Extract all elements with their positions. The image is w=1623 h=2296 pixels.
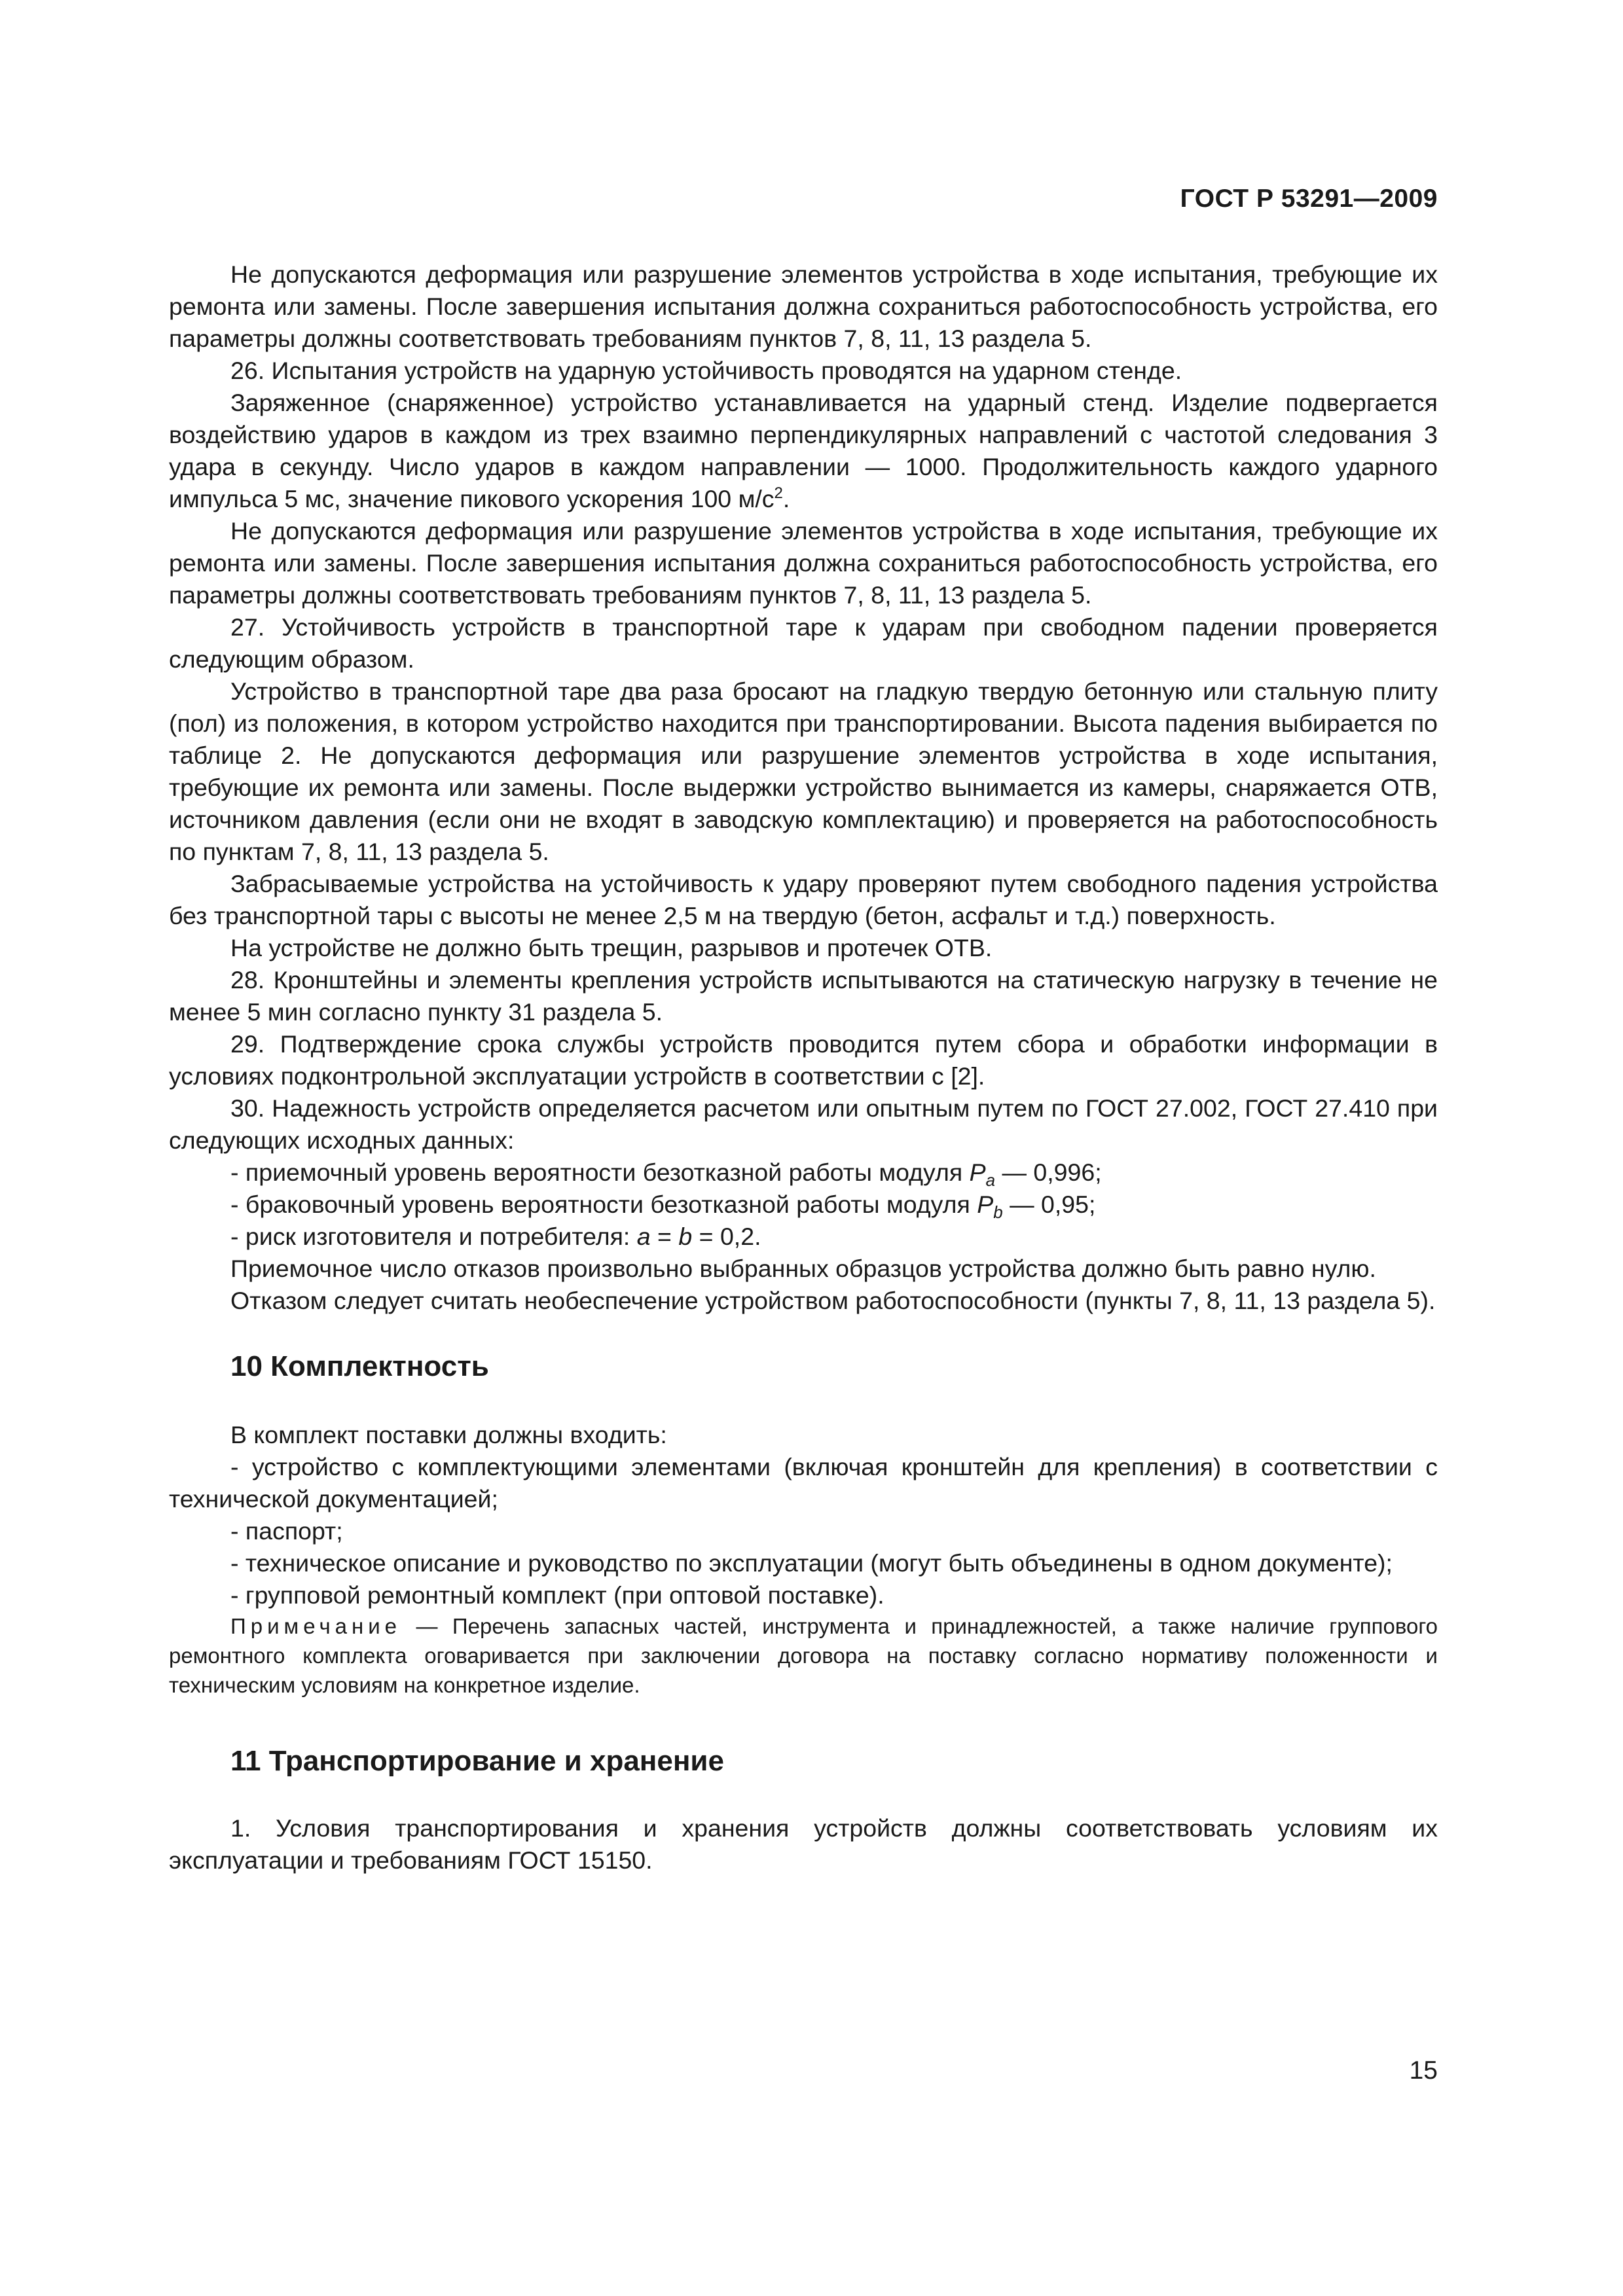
- paragraph: В комплект поставки должны входить:: [230, 1421, 667, 1448]
- list-item: - групповой ремонтный комплект (при оптовой поставке).: [230, 1581, 884, 1609]
- paragraph: Не допускаются деформация или разрушение элементов устройства в ходе испытания, требующие их ремонта или замены. После завершения испытания должна сохраниться работоспособность устройства, его параметры должны соответствовать требованиям пунктов 7, 8, 11, 13 раздела 5.: [169, 260, 1438, 352]
- paragraph: На устройстве не должно быть трещин, разрывов и протечек ОТВ.: [230, 934, 993, 961]
- list-text: = 0,2.: [692, 1223, 761, 1250]
- note-label: Примечание: [230, 1614, 402, 1638]
- paragraph: 28. Кронштейны и элементы крепления устройств испытываются на статическую нагрузку в течение не менее 5 мин согласно пункту 31 раздела 5.: [169, 966, 1438, 1026]
- list-text: =: [650, 1223, 679, 1250]
- page-number: 15: [1409, 2056, 1438, 2085]
- paragraph: 26. Испытания устройств на ударную устойчивость проводятся на ударном стенде.: [230, 357, 1182, 384]
- list-item: [169, 1189, 1438, 1221]
- section-heading-11: 11 Транспортирование и хранение: [230, 1745, 724, 1777]
- list-item: - техническое описание и руководство по эксплуатации (могут быть объединены в одном документе);: [230, 1549, 1393, 1577]
- list-text: — 0,95;: [1002, 1191, 1096, 1218]
- subscript: b: [993, 1202, 1003, 1222]
- variable: a: [636, 1223, 651, 1250]
- list-text: - риск изготовителя и потребителя:: [230, 1223, 637, 1250]
- document-header: ГОСТ Р 53291—2009: [1180, 185, 1438, 213]
- paragraph: 30. Надежность устройств определяется расчетом или опытным путем по ГОСТ 27.002, ГОСТ 27.410 при следующих исходных данных:: [169, 1094, 1438, 1154]
- note: [169, 1611, 1438, 1700]
- list-text: - браковочный уровень вероятности безотказной работы модуля: [230, 1191, 977, 1218]
- list-item: [169, 1221, 1438, 1253]
- paragraph: Устройство в транспортной таре два раза бросают на гладкую твердую бетонную или стальную плиту (пол) из положения, в котором устройство находится при транспортировании. Высота падения выбирается по таблице 2. Не допускаются деформация или разрушение элементов устройства в ходе испытания, требующие их ремонта или замены. После выдержки устройство вынимается из камеры, снаряжается ОТВ, источником давления (если они не входят в заводскую комплектацию) и проверяется на работоспособность по пунктам 7, 8, 11, 13 раздела 5.: [169, 677, 1438, 865]
- page-content: [169, 259, 1438, 1876]
- list-item: [169, 1157, 1438, 1189]
- paragraph: Не допускаются деформация или разрушение элементов устройства в ходе испытания, требующие их ремонта или замены. После завершения испытания должна сохраниться работоспособность устройства, его параметры должны соответствовать требованиям пунктов 7, 8, 11, 13 раздела 5.: [169, 517, 1438, 609]
- punctuation: .: [782, 485, 790, 512]
- paragraph: Забрасываемые устройства на устойчивость к удару проверяют путем свободного падения устройства без транспортной тары с высоты не менее 2,5 м на твердую (бетон, асфальт и т.д.) поверхность.: [169, 870, 1438, 929]
- paragraph: [169, 387, 1438, 515]
- list-item: - паспорт;: [230, 1517, 343, 1545]
- superscript: 2: [774, 484, 783, 502]
- paragraph: 1. Условия транспортирования и хранения устройств должны соответствовать условиям их эксплуатации и требованиям ГОСТ 15150.: [169, 1814, 1438, 1874]
- paragraph: 29. Подтверждение срока службы устройств проводится путем сбора и обработки информации в условиях подконтрольной эксплуатации устройств в соответствии с [2].: [169, 1030, 1438, 1090]
- note-text: — Перечень запасных частей, инструмента и принадлежностей, а также наличие группового ремонтного комплекта оговаривается при заключении договора на поставку согласно нормативу положенности и техническим условиям на конкретное изделие.: [169, 1614, 1438, 1697]
- paragraph: Приемочное число отказов произвольно выбранных образцов устройства должно быть равно нулю.: [230, 1255, 1376, 1282]
- variable: P: [969, 1158, 986, 1186]
- subscript: a: [985, 1170, 996, 1190]
- list-item: - устройство с комплектующими элементами (включая кронштейн для крепления) в соответствии с технической документацией;: [169, 1453, 1438, 1513]
- paragraph-text: Заряженное (снаряженное) устройство устанавливается на ударный стенд. Изделие подвергается воздействию ударов в каждом из трех взаимно перпендикулярных направлений с частотой следования 3 удара в секунду. Число ударов в каждом направлении — 1000. Продолжительность каждого ударного импульса 5 мс, значение пикового ускорения 100 м/с: [169, 389, 1438, 512]
- list-text: — 0,996;: [995, 1158, 1102, 1186]
- variable: P: [977, 1191, 994, 1218]
- variable: b: [678, 1223, 693, 1250]
- section-heading-10: 10 Комплектность: [230, 1350, 489, 1382]
- list-text: - приемочный уровень вероятности безотказной работы модуля: [230, 1158, 970, 1186]
- paragraph: Отказом следует считать необеспечение устройством работоспособности (пункты 7, 8, 11, 13 раздела 5).: [230, 1287, 1436, 1314]
- paragraph: 27. Устойчивость устройств в транспортной таре к ударам при свободном падении проверяется следующим образом.: [169, 613, 1438, 673]
